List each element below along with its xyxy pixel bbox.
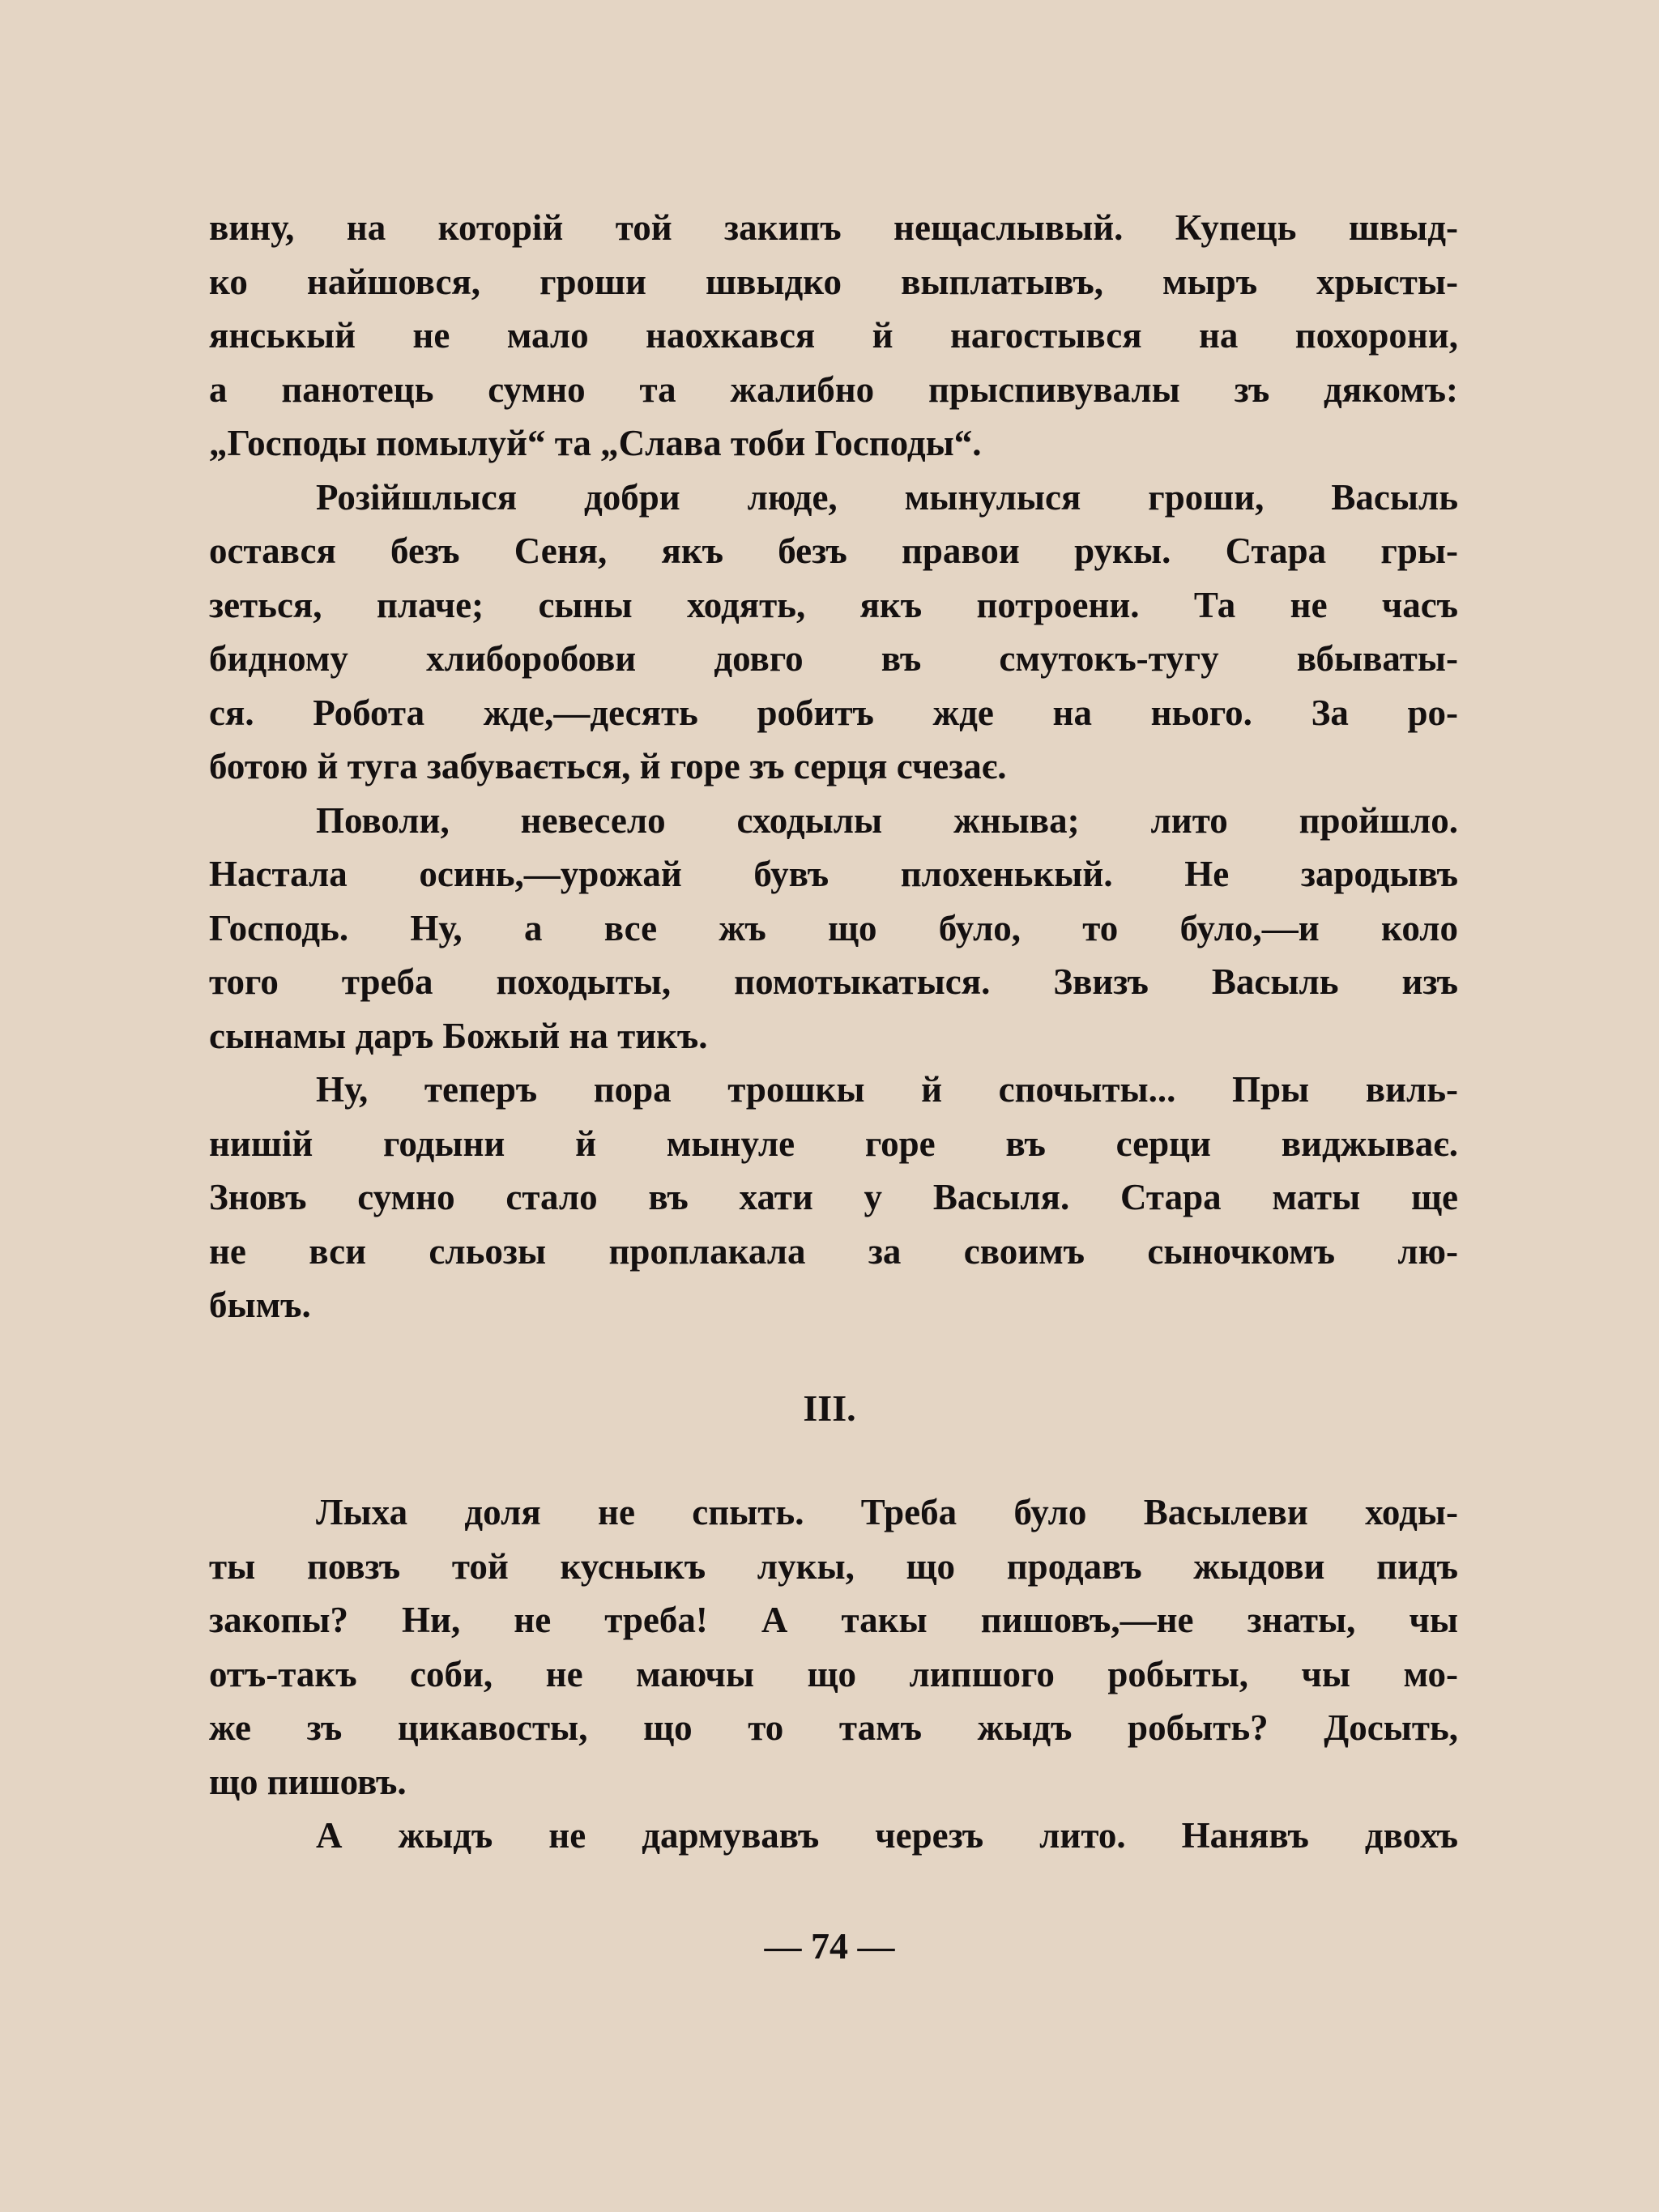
- text-line: ботою й туга забувається, й горе зъ серця счезає.: [209, 746, 1007, 786]
- text-line: сынамы даръ Божый на тикъ.: [209, 1015, 708, 1056]
- text-line: Господь. Ну, а все жъ що було, то було,—и коло: [209, 907, 1458, 948]
- chapter-heading: III.: [803, 1387, 856, 1429]
- text-line: нишій годыни й мынуле горе въ серци виджыває.: [209, 1123, 1458, 1164]
- text-line: А жыдъ не дармувавъ черезъ лито. Нанявъ двохъ: [316, 1815, 1458, 1856]
- text-line: Настала осинь,—урожай бувъ плохенькый. Не зародывъ: [209, 854, 1458, 894]
- text-line: ся. Робота жде,—десять робитъ жде на нього. За ро-: [209, 692, 1458, 733]
- text-line: а панотець сумно та жалибно прыспивувалы зъ дякомъ:: [209, 369, 1458, 410]
- text-line: Розійшлыся добри люде, мынулыся гроши, Васыль: [316, 476, 1458, 518]
- text-line: Ну, теперъ пора трошкы й спочыты... Пры виль-: [316, 1069, 1458, 1110]
- text-line: Поволи, невесело сходылы жныва; лито пройшло.: [316, 799, 1458, 841]
- text-line: ко найшовся, гроши швыдко выплатывъ, мыръ хрысты-: [209, 261, 1458, 302]
- text-line: же зъ цикавосты, що то тамъ жыдъ робыть? Досыть,: [209, 1707, 1458, 1748]
- page-number: — 74 —: [764, 1925, 895, 1967]
- text-line: Зновъ сумно стало въ хати у Васыля. Стара маты ще: [209, 1177, 1458, 1217]
- text-line: того треба походыты, помотыкатыся. Звизъ Васыль изъ: [209, 961, 1458, 1002]
- text-block-before-chapter: [209, 201, 1458, 1332]
- text-line: остався безъ Сеня, якъ безъ правои рукы. Стара гры-: [209, 531, 1458, 571]
- text-line: янськый не мало наохкався й нагостывся на похорони,: [209, 315, 1458, 356]
- text-line: закопы? Ни, не треба! А такы пишовъ,—не знаты, чы: [209, 1600, 1458, 1640]
- text-block-chapter-three: [209, 1485, 1458, 1863]
- text-line: що пишовъ.: [209, 1761, 407, 1802]
- text-line: бымъ.: [209, 1285, 311, 1325]
- text-line: ты повзъ той кусныкъ лукы, що продавъ жыдови пидъ: [209, 1545, 1458, 1587]
- text-line: отъ-такъ соби, не маючы що липшого робыты, чы мо-: [209, 1653, 1458, 1694]
- text-line: вину, на которій той закипъ нещаслывый. Купець швыд-: [209, 207, 1458, 248]
- text-line: Лыха доля не спыть. Треба було Васылеви ходы-: [316, 1492, 1458, 1532]
- text-line: зеться, плаче; сыны ходять, якъ потроени. Та не часъ: [209, 584, 1458, 625]
- text-line: бидному хлиборобови довго въ смутокъ-тугу вбываты-: [209, 638, 1458, 679]
- text-line: „Господы помылуй“ та „Слава тоби Господы“.: [209, 423, 982, 463]
- text-line: не вси сльозы проплакала за своимъ сыночкомъ лю-: [209, 1230, 1458, 1272]
